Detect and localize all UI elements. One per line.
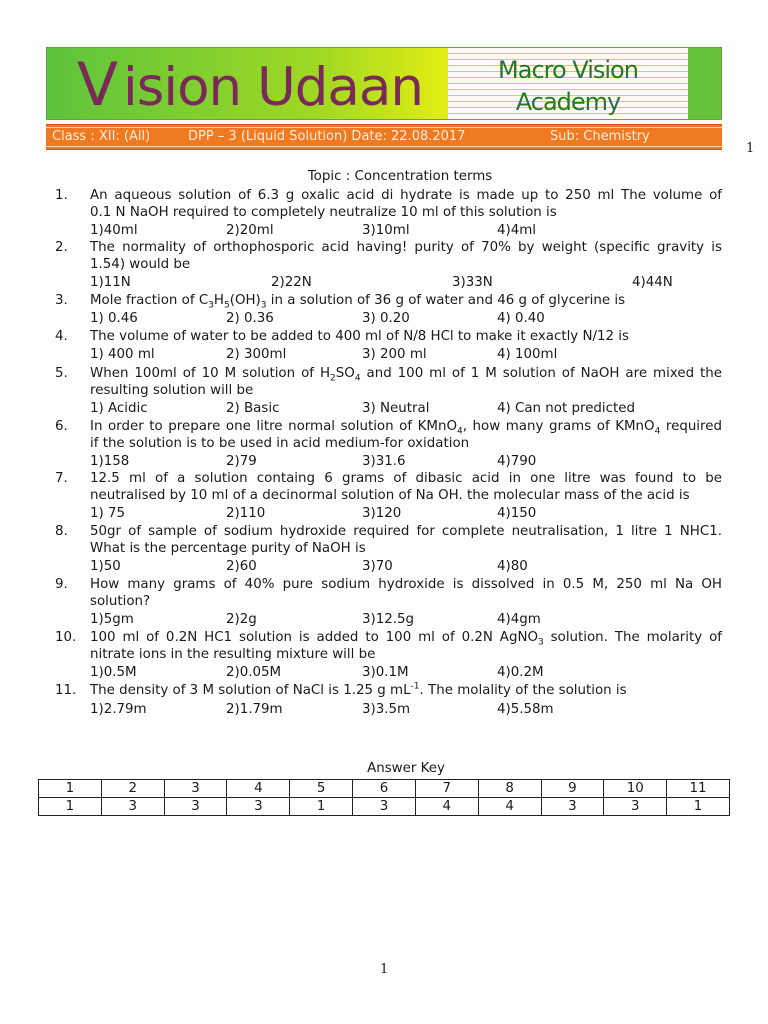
option-2: 2)0.05M — [226, 665, 282, 680]
question-text-line: The volume of water to be added to 400 ml of N/8 HCl to make it exactly N/12 is — [90, 329, 630, 344]
question-cell: 4 — [227, 780, 290, 798]
question-text-line: nitrate ions in the resulting mixture will be — [90, 647, 376, 662]
question-text-part: Mole fraction of C — [90, 293, 209, 308]
option-4: 4) 0.40 — [497, 311, 545, 326]
question-text-line — [90, 293, 722, 311]
option-3: 3)12.5g — [362, 612, 415, 627]
question-text-part: SO — [335, 366, 355, 381]
option-3: 3)0.1M — [362, 665, 409, 680]
header-banner — [46, 47, 722, 120]
option-4: 4)80 — [497, 559, 528, 574]
option-1: 1) 0.46 — [90, 311, 138, 326]
option-1: 1)50 — [90, 559, 121, 574]
question-number: 4. — [55, 329, 68, 344]
option-4: 4)790 — [497, 454, 537, 469]
question-number: 5. — [55, 366, 68, 381]
question-text-line: 50gr of sample of sodium hydroxide required for complete neutralisation, 1 litre 1 NHC1. — [90, 524, 722, 539]
option-1: 1) 75 — [90, 506, 126, 521]
page-number-bottom: 1 — [380, 962, 389, 977]
option-2: 2) 0.36 — [226, 311, 274, 326]
option-2: 2)60 — [226, 559, 257, 574]
option-3: 3)120 — [362, 506, 402, 521]
question-text-line — [90, 630, 722, 648]
question-cell: 2 — [101, 780, 164, 798]
question-text-line: 12.5 ml of a solution containg 6 grams of dibasic acid in one litre was found to be — [90, 471, 722, 486]
question-text-part: in a solution of 36 g of water and 46 g of glycerine is — [266, 293, 626, 308]
option-2: 2) 300ml — [226, 347, 287, 362]
question-number: 7. — [55, 471, 68, 486]
answer-key-title: Answer Key — [367, 761, 445, 776]
question-text-line: resulting solution will be — [90, 383, 254, 398]
subscript: 4 — [354, 373, 361, 384]
answer-cell: 1 — [39, 798, 102, 816]
brand-title: V ision Udaan — [77, 50, 423, 120]
question-text-line: neutralised by 10 ml of a decinormal solution of Na OH. the molecular mass of the acid is — [90, 488, 690, 503]
question-text-part: (OH) — [229, 293, 261, 308]
question-cell: 10 — [604, 780, 667, 798]
answer-cell: 3 — [101, 798, 164, 816]
answer-key-question-row — [39, 780, 730, 798]
question-text-part: solution. The molarity of — [543, 630, 722, 645]
option-4: 4)4gm — [497, 612, 541, 627]
option-3: 3)10ml — [362, 223, 410, 238]
topic-heading: Topic : Concentration terms — [307, 169, 493, 184]
question-text-line — [90, 366, 723, 384]
option-3: 3) 200 ml — [362, 347, 427, 362]
banner-tail — [688, 48, 722, 119]
superscript: -1 — [410, 681, 420, 692]
option-4: 4) Can not predicted — [497, 401, 636, 416]
option-1: 1)2.79m — [90, 702, 147, 717]
question-text-line: 1.54) would be — [90, 257, 191, 272]
question-cell: 6 — [353, 780, 416, 798]
answer-cell: 3 — [353, 798, 416, 816]
academy-box — [448, 48, 688, 119]
question-cell: 3 — [164, 780, 227, 798]
option-2: 2)22N — [271, 275, 312, 290]
question-text-line: The normality of orthophosporic acid having! purity of 70% by weight (specific gravity is — [90, 240, 722, 255]
question-cell: 7 — [415, 780, 478, 798]
question-cell: 11 — [667, 780, 730, 798]
question-text-line: What is the percentage purity of NaOH is — [90, 541, 366, 556]
option-4: 4)150 — [497, 506, 537, 521]
option-1: 1)5gm — [90, 612, 134, 627]
question-number: 8. — [55, 524, 68, 539]
option-2: 2)20ml — [226, 223, 274, 238]
answer-cell: 3 — [227, 798, 290, 816]
question-number: 1. — [55, 188, 68, 203]
question-cell: 9 — [541, 780, 604, 798]
option-2: 2) Basic — [226, 401, 280, 416]
subscript: 4 — [654, 426, 661, 437]
question-text-part: required — [660, 419, 722, 434]
answer-key-table — [38, 779, 730, 816]
option-3: 3)33N — [452, 275, 493, 290]
answer-cell: 3 — [164, 798, 227, 816]
answer-cell: 4 — [415, 798, 478, 816]
option-4: 4) 100ml — [497, 347, 558, 362]
option-4: 4)5.58m — [497, 702, 554, 717]
option-1: 1)11N — [90, 275, 131, 290]
info-bar-stripe — [46, 146, 722, 147]
option-3: 3)3.5m — [362, 702, 411, 717]
option-1: 1)158 — [90, 454, 130, 469]
option-1: 1) Acidic — [90, 401, 148, 416]
question-text-part: H — [213, 293, 224, 308]
subscript: 2 — [330, 373, 336, 384]
subscript: 3 — [538, 637, 544, 648]
answer-cell: 4 — [478, 798, 541, 816]
question-text-line: 0.1 N NaOH required to completely neutralize 10 ml of this solution is — [90, 205, 557, 220]
answer-cell: 3 — [604, 798, 667, 816]
question-text-part: The density of 3 M solution of NaCl is 1.25 g mL — [90, 683, 411, 698]
academy-name-line2: Academy — [515, 88, 621, 116]
option-2: 2)1.79m — [226, 702, 283, 717]
option-3: 3) 0.20 — [362, 311, 410, 326]
question-text-part: , how many grams of KMnO — [462, 419, 655, 434]
option-4: 4)44N — [632, 275, 673, 290]
question-text-part: When 100ml of 10 M solution of H — [90, 366, 331, 381]
dpp-info: DPP – 3 (Liquid Solution) Date: 22.08.2017 — [188, 129, 466, 144]
option-2: 2)2g — [226, 612, 257, 627]
option-2: 2)110 — [226, 506, 266, 521]
question-text-line: How many grams of 40% pure sodium hydroxide is dissolved in 0.5 M, 250 ml Na OH — [90, 577, 722, 592]
answer-key-answer-row — [39, 798, 730, 816]
subscript: 3 — [208, 300, 214, 311]
answer-cell: 1 — [667, 798, 730, 816]
question-text-line — [90, 683, 722, 698]
subject-info: Sub: Chemistry — [550, 129, 650, 144]
question-text-line: solution? — [90, 594, 151, 609]
question-cell: 8 — [478, 780, 541, 798]
question-number: 9. — [55, 577, 68, 592]
option-4: 4)0.2M — [497, 665, 544, 680]
question-text-line: An aqueous solution of 6.3 g oxalic acid di hydrate is made up to 250 ml The volume of — [90, 188, 722, 203]
option-1: 1)40ml — [90, 223, 138, 238]
question-text-line — [90, 419, 722, 437]
class-info: Class : XII: (All) — [52, 129, 151, 144]
question-cell: 5 — [290, 780, 353, 798]
question-number: 10. — [55, 630, 77, 645]
subscript: 4 — [457, 426, 463, 437]
question-text-part: In order to prepare one litre normal solution of KMnO — [90, 419, 457, 434]
info-bar — [46, 124, 722, 150]
subscript: 3 — [260, 300, 267, 311]
question-number: 11. — [55, 683, 77, 698]
question-cell: 1 — [39, 780, 102, 798]
subscript: 5 — [223, 300, 230, 311]
question-number: 2. — [55, 240, 68, 255]
option-3: 3)31.6 — [362, 454, 406, 469]
page-number-top: 1 — [746, 141, 755, 156]
option-2: 2)79 — [226, 454, 257, 469]
option-3: 3)70 — [362, 559, 393, 574]
option-4: 4)4ml — [497, 223, 537, 238]
info-bar-stripe — [46, 127, 722, 128]
answer-cell: 1 — [290, 798, 353, 816]
question-text-line: if the solution is to be used in acid medium-for oxidation — [90, 436, 470, 451]
question-text-part: . The molality of the solution is — [419, 683, 627, 698]
question-number: 6. — [55, 419, 68, 434]
option-1: 1)0.5M — [90, 665, 137, 680]
option-1: 1) 400 ml — [90, 347, 155, 362]
question-text-part: 100 ml of 0.2N HC1 solution is added to 100 ml of 0.2N AgNO — [90, 630, 539, 645]
question-text-part: and 100 ml of 1 M solution of NaOH are mixed the — [360, 366, 723, 381]
question-number: 3. — [55, 293, 68, 308]
answer-cell: 3 — [541, 798, 604, 816]
academy-name-line1: Macro Vision — [498, 56, 638, 84]
option-3: 3) Neutral — [362, 401, 430, 416]
